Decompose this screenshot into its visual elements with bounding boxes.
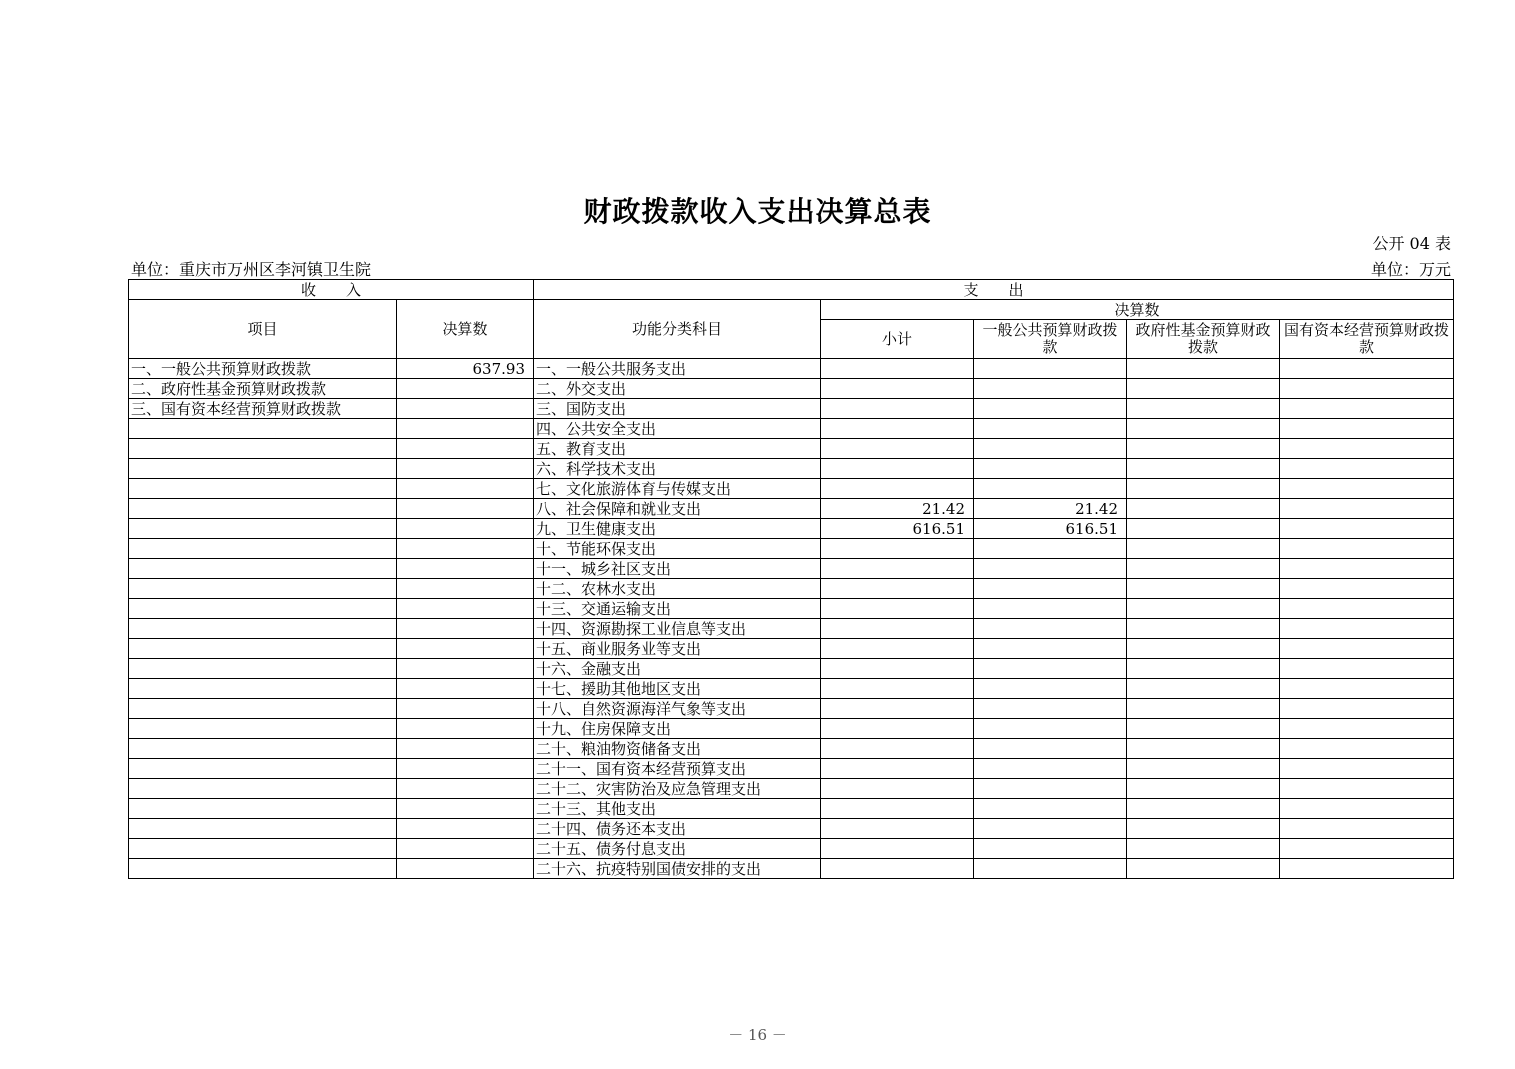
subtotal-cell <box>821 359 974 379</box>
income-amount-cell <box>397 699 534 719</box>
subtotal-cell <box>821 699 974 719</box>
general-budget-cell: 21.42 <box>974 499 1127 519</box>
subtotal-cell <box>821 759 974 779</box>
state-capital-cell <box>1280 519 1454 539</box>
function-category-cell: 三、国防支出 <box>534 399 821 419</box>
general-budget-cell <box>974 739 1127 759</box>
gov-fund-cell <box>1127 579 1280 599</box>
general-budget-cell <box>974 679 1127 699</box>
gov-fund-cell <box>1127 699 1280 719</box>
subtotal-header: 小计 <box>821 320 974 359</box>
gov-fund-cell <box>1127 799 1280 819</box>
general-budget-cell <box>974 559 1127 579</box>
subtotal-cell: 21.42 <box>821 499 974 519</box>
income-item-cell <box>129 799 397 819</box>
subtotal-cell <box>821 599 974 619</box>
table-row <box>129 819 1454 839</box>
table-number: 公开 04 表 <box>1372 234 1451 253</box>
gov-fund-header: 政府性基金预算财政拨款 <box>1127 320 1280 359</box>
income-amount-cell <box>397 839 534 859</box>
table-row <box>129 539 1454 559</box>
subtotal-cell <box>821 399 974 419</box>
function-category-cell: 十一、城乡社区支出 <box>534 559 821 579</box>
gov-fund-cell <box>1127 559 1280 579</box>
gov-fund-cell <box>1127 539 1280 559</box>
subtotal-cell <box>821 679 974 699</box>
general-budget-cell: 616.51 <box>974 519 1127 539</box>
income-item-cell <box>129 619 397 639</box>
subtotal-cell <box>821 799 974 819</box>
unit-organization: 单位：重庆市万州区李河镇卫生院 <box>131 260 372 279</box>
table-row <box>129 379 1454 399</box>
general-budget-cell <box>974 379 1127 399</box>
function-category-cell: 二十五、债务付息支出 <box>534 839 821 859</box>
income-amount-cell <box>397 719 534 739</box>
final-amount-header: 决算数 <box>821 300 1454 320</box>
gov-fund-cell <box>1127 679 1280 699</box>
gov-fund-cell <box>1127 499 1280 519</box>
gov-fund-cell <box>1127 419 1280 439</box>
income-item-cell: 三、国有资本经营预算财政拨款 <box>129 399 397 419</box>
income-amount-cell <box>397 659 534 679</box>
income-amount-cell <box>397 599 534 619</box>
function-category-cell: 二十一、国有资本经营预算支出 <box>534 759 821 779</box>
gov-fund-cell <box>1127 759 1280 779</box>
income-amount-cell <box>397 439 534 459</box>
function-category-cell: 十九、住房保障支出 <box>534 719 821 739</box>
state-capital-cell <box>1280 579 1454 599</box>
subtotal-cell <box>821 579 974 599</box>
general-budget-cell <box>974 859 1127 879</box>
function-category-cell: 二十六、抗疫特别国债安排的支出 <box>534 859 821 879</box>
table-row <box>129 839 1454 859</box>
gov-fund-cell <box>1127 659 1280 679</box>
state-capital-cell <box>1280 499 1454 519</box>
income-amount-cell <box>397 519 534 539</box>
subtotal-cell <box>821 839 974 859</box>
income-item-cell <box>129 779 397 799</box>
gov-fund-cell <box>1127 639 1280 659</box>
function-category-cell: 十四、资源勘探工业信息等支出 <box>534 619 821 639</box>
income-amount-cell <box>397 639 534 659</box>
subtotal-cell <box>821 719 974 739</box>
gov-fund-cell <box>1127 859 1280 879</box>
subtotal-cell <box>821 539 974 559</box>
budget-table <box>128 279 1454 879</box>
subtotal-cell <box>821 379 974 399</box>
general-budget-cell <box>974 639 1127 659</box>
subtotal-cell <box>821 739 974 759</box>
income-item-cell: 一、一般公共预算财政拨款 <box>129 359 397 379</box>
table-row <box>129 479 1454 499</box>
general-budget-cell <box>974 539 1127 559</box>
general-budget-cell <box>974 839 1127 859</box>
state-capital-cell <box>1280 619 1454 639</box>
gov-fund-cell <box>1127 839 1280 859</box>
income-amount-cell <box>397 419 534 439</box>
general-budget-cell <box>974 479 1127 499</box>
gov-fund-cell <box>1127 359 1280 379</box>
page-title: 财政拨款收入支出决算总表 <box>583 195 932 228</box>
general-budget-cell <box>974 459 1127 479</box>
subtotal-cell <box>821 439 974 459</box>
income-amount-cell <box>397 779 534 799</box>
table-row <box>129 759 1454 779</box>
state-capital-cell <box>1280 819 1454 839</box>
subtotal-cell <box>821 859 974 879</box>
function-category-header: 功能分类科目 <box>534 300 821 359</box>
subtotal-cell <box>821 559 974 579</box>
state-capital-cell <box>1280 479 1454 499</box>
function-category-cell: 十二、农林水支出 <box>534 579 821 599</box>
state-capital-cell <box>1280 539 1454 559</box>
income-amount-cell <box>397 539 534 559</box>
income-amount-cell <box>397 679 534 699</box>
amount-header: 决算数 <box>397 300 534 359</box>
subtotal-cell <box>821 779 974 799</box>
general-budget-cell <box>974 759 1127 779</box>
gov-fund-cell <box>1127 719 1280 739</box>
gov-fund-cell <box>1127 739 1280 759</box>
table-row <box>129 859 1454 879</box>
income-item-cell <box>129 859 397 879</box>
income-amount-cell <box>397 479 534 499</box>
general-budget-cell <box>974 719 1127 739</box>
state-capital-cell <box>1280 439 1454 459</box>
state-capital-cell <box>1280 639 1454 659</box>
income-item-cell <box>129 759 397 779</box>
income-amount-cell <box>397 559 534 579</box>
table-row <box>129 799 1454 819</box>
function-category-cell: 十、节能环保支出 <box>534 539 821 559</box>
income-item-cell <box>129 699 397 719</box>
income-item-cell <box>129 679 397 699</box>
table-row <box>129 439 1454 459</box>
table-row <box>129 359 1454 379</box>
income-item-cell <box>129 479 397 499</box>
income-amount-cell <box>397 459 534 479</box>
table-row <box>129 659 1454 679</box>
state-capital-cell <box>1280 859 1454 879</box>
state-capital-cell <box>1280 379 1454 399</box>
state-capital-cell <box>1280 559 1454 579</box>
income-item-cell <box>129 839 397 859</box>
income-amount-cell <box>397 619 534 639</box>
income-item-cell <box>129 559 397 579</box>
income-item-cell <box>129 459 397 479</box>
state-capital-cell <box>1280 359 1454 379</box>
income-amount-cell <box>397 379 534 399</box>
state-capital-cell <box>1280 719 1454 739</box>
state-capital-cell <box>1280 759 1454 779</box>
gov-fund-cell <box>1127 519 1280 539</box>
income-amount-cell <box>397 399 534 419</box>
gov-fund-cell <box>1127 599 1280 619</box>
state-capital-cell <box>1280 839 1454 859</box>
function-category-cell: 一、一般公共服务支出 <box>534 359 821 379</box>
table-row <box>129 459 1454 479</box>
general-budget-cell <box>974 819 1127 839</box>
income-item-cell <box>129 719 397 739</box>
income-amount-cell <box>397 739 534 759</box>
income-item-cell <box>129 539 397 559</box>
income-item-cell <box>129 819 397 839</box>
function-category-cell: 七、文化旅游体育与传媒支出 <box>534 479 821 499</box>
subtotal-cell <box>821 659 974 679</box>
function-category-cell: 二十二、灾害防治及应急管理支出 <box>534 779 821 799</box>
subtotal-cell <box>821 619 974 639</box>
gov-fund-cell <box>1127 379 1280 399</box>
income-item-cell: 二、政府性基金预算财政拨款 <box>129 379 397 399</box>
gov-fund-cell <box>1127 459 1280 479</box>
general-budget-cell <box>974 619 1127 639</box>
table-row <box>129 559 1454 579</box>
state-capital-cell <box>1280 459 1454 479</box>
subtotal-cell <box>821 419 974 439</box>
subtotal-cell: 616.51 <box>821 519 974 539</box>
table-row <box>129 419 1454 439</box>
function-category-cell: 八、社会保障和就业支出 <box>534 499 821 519</box>
state-capital-cell <box>1280 799 1454 819</box>
income-amount-cell <box>397 499 534 519</box>
subtotal-cell <box>821 479 974 499</box>
function-category-cell: 二十、粮油物资储备支出 <box>534 739 821 759</box>
income-item-cell <box>129 499 397 519</box>
table-row <box>129 699 1454 719</box>
state-capital-cell <box>1280 659 1454 679</box>
function-category-cell: 十六、金融支出 <box>534 659 821 679</box>
income-item-cell <box>129 519 397 539</box>
function-category-cell: 十八、自然资源海洋气象等支出 <box>534 699 821 719</box>
state-capital-cell <box>1280 599 1454 619</box>
function-category-cell: 五、教育支出 <box>534 439 821 459</box>
expense-header: 支 出 <box>534 280 1454 300</box>
general-budget-cell <box>974 359 1127 379</box>
function-category-cell: 六、科学技术支出 <box>534 459 821 479</box>
function-category-cell: 九、卫生健康支出 <box>534 519 821 539</box>
general-budget-cell <box>974 659 1127 679</box>
state-capital-header: 国有资本经营预算财政拨款 <box>1280 320 1454 359</box>
general-budget-cell <box>974 599 1127 619</box>
page-number: － 16 － <box>728 1026 787 1044</box>
gov-fund-cell <box>1127 819 1280 839</box>
function-category-cell: 二十四、债务还本支出 <box>534 819 821 839</box>
table-row <box>129 619 1454 639</box>
state-capital-cell <box>1280 419 1454 439</box>
general-budget-cell <box>974 799 1127 819</box>
function-category-cell: 十三、交通运输支出 <box>534 599 821 619</box>
income-item-cell <box>129 639 397 659</box>
subtotal-cell <box>821 459 974 479</box>
unit-currency: 单位：万元 <box>1370 260 1451 279</box>
function-category-cell: 二、外交支出 <box>534 379 821 399</box>
table-row <box>129 599 1454 619</box>
general-budget-cell <box>974 439 1127 459</box>
gov-fund-cell <box>1127 479 1280 499</box>
function-category-cell: 四、公共安全支出 <box>534 419 821 439</box>
income-item-cell <box>129 419 397 439</box>
income-item-cell <box>129 739 397 759</box>
income-amount-cell <box>397 819 534 839</box>
subtotal-cell <box>821 639 974 659</box>
state-capital-cell <box>1280 739 1454 759</box>
state-capital-cell <box>1280 679 1454 699</box>
income-amount-cell <box>397 799 534 819</box>
gov-fund-cell <box>1127 779 1280 799</box>
general-budget-cell <box>974 779 1127 799</box>
table-row <box>129 679 1454 699</box>
state-capital-cell <box>1280 779 1454 799</box>
income-amount-cell <box>397 759 534 779</box>
table-row <box>129 519 1454 539</box>
state-capital-cell <box>1280 699 1454 719</box>
table-row <box>129 719 1454 739</box>
table-row <box>129 639 1454 659</box>
table-row <box>129 399 1454 419</box>
general-budget-header: 一般公共预算财政拨款 <box>974 320 1127 359</box>
function-category-cell: 十五、商业服务业等支出 <box>534 639 821 659</box>
income-amount-cell <box>397 579 534 599</box>
function-category-cell: 十七、援助其他地区支出 <box>534 679 821 699</box>
general-budget-cell <box>974 399 1127 419</box>
gov-fund-cell <box>1127 439 1280 459</box>
general-budget-cell <box>974 699 1127 719</box>
table-row <box>129 779 1454 799</box>
table-row <box>129 499 1454 519</box>
general-budget-cell <box>974 579 1127 599</box>
subtotal-cell <box>821 819 974 839</box>
income-item-cell <box>129 579 397 599</box>
income-amount-cell <box>397 859 534 879</box>
income-item-cell <box>129 659 397 679</box>
state-capital-cell <box>1280 399 1454 419</box>
gov-fund-cell <box>1127 619 1280 639</box>
general-budget-cell <box>974 419 1127 439</box>
income-item-cell <box>129 439 397 459</box>
function-category-cell: 二十三、其他支出 <box>534 799 821 819</box>
gov-fund-cell <box>1127 399 1280 419</box>
income-header: 收 入 <box>129 280 534 300</box>
table-row <box>129 579 1454 599</box>
income-item-cell <box>129 599 397 619</box>
item-header: 项目 <box>129 300 397 359</box>
income-amount-cell: 637.93 <box>397 359 534 379</box>
table-row <box>129 739 1454 759</box>
